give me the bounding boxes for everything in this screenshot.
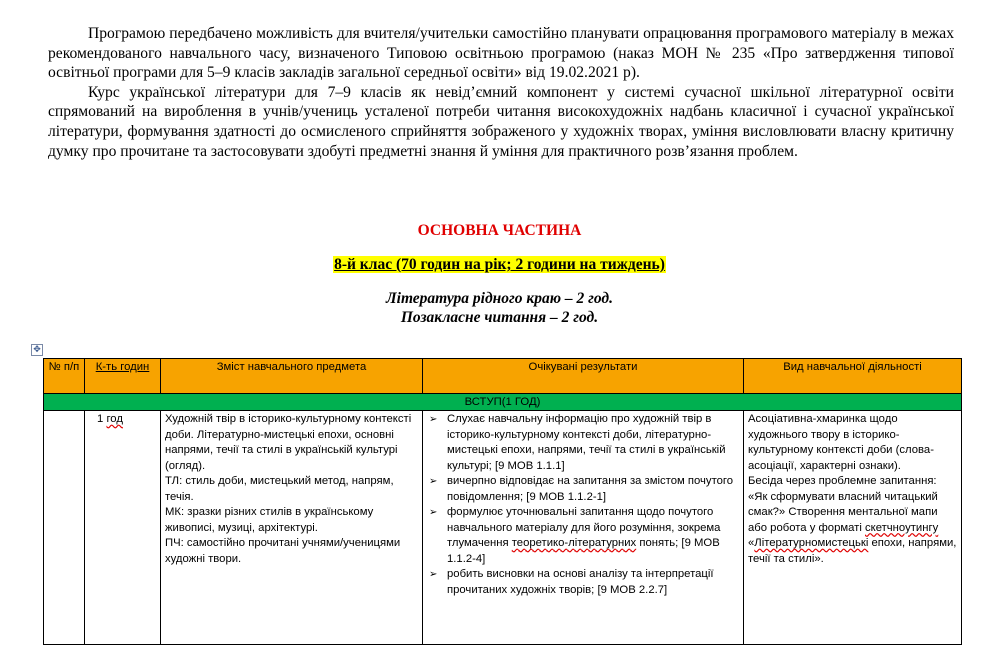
header-activity: Вид навчальної діяльності (744, 359, 962, 394)
arrow-bullet-icon: ➢ (429, 476, 438, 487)
row-activity (744, 411, 962, 645)
intro-text (48, 24, 954, 161)
arrow-bullet-icon: ➢ (429, 569, 438, 580)
list-item: ➢ робить висновки на основі аналізу та інтерпретації прочитаних художніх творів; [9 МОВ 2.2.7] (429, 568, 714, 596)
activity-paragraph-2: Бесіда через проблемне запитання: «Як сформувати власний читацький смак?» Створення ментальної мапи або робота у форматі скетчноутингу «Літературномистецькі епохи, напрями, течії та стилі». (748, 475, 957, 565)
intro-paragraph-1: Програмою передбачено можливість для вчителя/учительки самостійно планувати опрацювання програмового матеріалу в межах рекомендованого навчального часу, визначеного Типовою освітньою програмою (наказ МОН № 235 «Про затвердження типової освітньої програми для 5–9 класів закладів загальної середньої освіти» від 19.02.2021 р). (48, 25, 954, 82)
move-arrows-icon[interactable]: ✥ (31, 344, 43, 356)
curriculum-table (43, 358, 962, 645)
arrow-bullet-icon: ➢ (429, 507, 438, 518)
header-results: Очікувані результати (423, 359, 744, 394)
section-row-intro (44, 394, 962, 411)
section-label: ВСТУП(1 ГОД) (44, 394, 962, 411)
row-hours-unit: год (106, 413, 123, 425)
extracurricular-reading-heading: Позакласне читання – 2 год. (400, 309, 599, 326)
row-content (161, 411, 423, 645)
arrow-bullet-icon: ➢ (429, 414, 438, 425)
content-line: ТЛ: стиль доби, мистецький метод, напрям, течія. (165, 475, 394, 503)
intro-paragraph-2: Курс української літератури для 7–9 класів як невід’ємний компонент у системі сучасної шкільної літературної освіти спрямований на вироблення в учнів/учениць усталеної потреби читання високохудожніх надбань класичної і сучасної української літератури, формування здатності до осмисленого сприйняття зображеного у художніх творах, уміння висловлювати власну критичну думку про прочитане та застосовувати здобуті предметні знання й уміння для практичного розв’язання проблем. (48, 83, 954, 160)
header-number: № п/п (44, 359, 85, 394)
header-hours: К-ть годин (85, 359, 161, 394)
header-content: Зміст навчального предмета (161, 359, 423, 394)
results-list (427, 412, 739, 598)
row-hours (85, 411, 161, 645)
content-line: Художній твір в історико-культурному контексті доби. Літературно-мистецькі епохи, основні напрями, течії та стилі в українській культурі (огляд). (165, 413, 412, 472)
content-line: МК: зразки різних стилів в українському живописі, музиці, архітектурі. (165, 506, 374, 534)
grade-heading: 8-й клас (70 годин на рік; 2 години на тиждень) (334, 256, 665, 273)
list-item: ➢ формулює уточнювальні запитання щодо почутого навчального матеріалу для його розуміння, зокрема тлумачення теоретико-літературних понять; [9 МОВ 1.1.2-4] (429, 506, 721, 565)
spellcheck-word: Літературномистецькі (754, 537, 869, 549)
table-header-row (44, 359, 962, 394)
main-part-heading: ОСНОВНА ЧАСТИНА (417, 222, 582, 239)
list-item: ➢ Слухає навчальну інформацію про художній твір в історико-культурному контексті доби, літературно-мистецькі епохи, напрями, течії та стилі в українській культурі; [9 МОВ 1.1.1] (429, 413, 726, 472)
content-line: ПЧ: самостійно прочитані учнями/ученицями художні твори. (165, 537, 401, 565)
row-number (44, 411, 85, 645)
spellcheck-word: теоретико-літературних (511, 537, 637, 549)
list-item: ➢ вичерпно відповідає на запитання за змістом почутого повідомлення; [9 МОВ 1.1.2-1] (429, 475, 734, 503)
spellcheck-word: скетчноутингу (865, 521, 939, 534)
grade-heading-wrap (0, 256, 999, 274)
activity-paragraph-1: Асоціативна-хмаринка щодо художнього твору в історико-культурному контексті доби (слова-асоціації, характерні ознаки). (748, 413, 934, 472)
row-hours-number: 1 (97, 413, 104, 425)
table-row (44, 411, 962, 645)
native-literature-heading: Література рідного краю – 2 год. (386, 290, 613, 307)
row-results (423, 411, 744, 645)
